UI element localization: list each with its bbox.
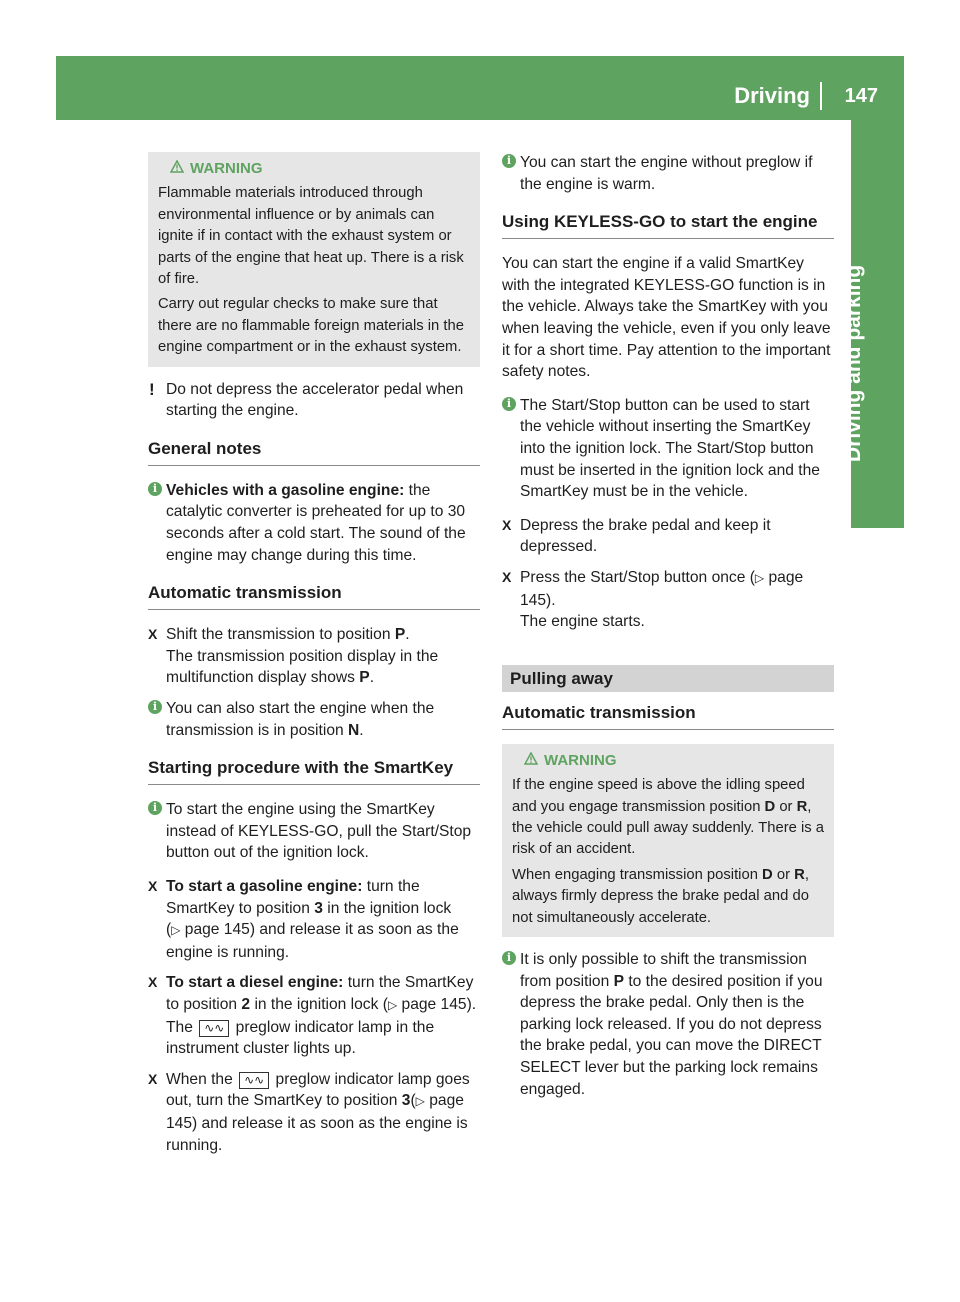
warning-text: If the engine speed is above the idling speed and you engage transmission position D or R, the vehicle could pull away suddenly. There is a risk of an accident. [512, 777, 825, 858]
step-bold: To start a diesel engine: [166, 974, 344, 992]
note-text: The Start/Stop button can be used to start the vehicle without inserting the SmartKey into the ignition lock. The Start/Stop button must be inserted in the ignition lock and the SmartKey must be in the vehicle. [520, 396, 820, 501]
section-heading: General notes [148, 438, 480, 466]
step-result: The transmission position display in the multifunction display shows [166, 647, 439, 687]
step-text: Depress the brake pedal and keep it depressed. [520, 516, 771, 556]
side-tab-label: Driving and parking [842, 264, 865, 462]
section-band: Pulling away [502, 665, 834, 692]
warning-heading [524, 750, 826, 771]
position-value: 2 [241, 995, 251, 1013]
step-arrow-icon: X [148, 1070, 158, 1087]
step-text: in the ignition lock ( [250, 995, 388, 1013]
position-value: 3 [314, 899, 323, 917]
info-icon: i [148, 801, 162, 815]
note-text: It is only possible to shift the transmission from position [520, 950, 807, 990]
step-text: ( [410, 1092, 416, 1110]
warning-title: WARNING [544, 751, 617, 769]
warning-text: Flammable materials introduced through environmental influence or by animals can ignite if in contact with the exhaust system or parts of the engine that heat up. There is a risk of fire. [158, 185, 464, 288]
page-number: 147 [844, 85, 878, 107]
warning-box [502, 744, 834, 937]
note-text: You can start the engine without preglow if the engine is warm. [520, 154, 813, 193]
step-arrow-icon: X [148, 626, 158, 643]
page-reference-arrow-icon: ▷ [171, 923, 181, 938]
step-text: ) and release it as soon as the engine is running. [166, 921, 459, 961]
step-result: The engine starts. [520, 613, 645, 631]
info-icon: i [502, 951, 516, 965]
right-column [502, 152, 834, 1112]
warning-title: WARNING [190, 160, 263, 177]
step-arrow-icon: X [502, 516, 512, 533]
exclamation-icon: ! [149, 379, 155, 399]
step-bold: To start a gasoline engine: [166, 877, 363, 895]
info-icon: i [148, 700, 162, 714]
step-text: Shift the transmission to position [166, 626, 395, 644]
step-arrow-icon: X [502, 568, 512, 585]
step-text: turn the SmartKey to position [166, 974, 474, 1013]
warning-heading [170, 158, 472, 179]
header-bar [56, 56, 904, 120]
caution-note [148, 379, 480, 422]
info-note [502, 152, 834, 195]
info-note: i You can also start the engine when the transmission is in position N. [148, 698, 480, 741]
side-tab-marker [851, 486, 904, 528]
step-result: The [166, 1018, 198, 1036]
info-icon: i [148, 482, 162, 496]
section-heading: Automatic transmission [502, 702, 834, 730]
info-note [502, 949, 834, 1100]
note-text: to the desired position if you depress the brake pedal. Only then is the parking lock released. If you do not depress the brake pedal, you can move the DIRECT SELECT lever but the parking lock remains engaged. [520, 972, 823, 1098]
step-text: turn the SmartKey to position [166, 877, 420, 917]
page-reference[interactable]: page 145 [401, 995, 467, 1013]
warning-triangle-icon [524, 750, 538, 771]
step-item [502, 515, 834, 558]
info-note [502, 395, 834, 503]
note-text: You can also start the engine when the transmission is in position [166, 700, 435, 739]
warning-box [148, 152, 480, 367]
section-heading: Starting procedure with the SmartKey [148, 757, 480, 785]
step-item: X Shift the transmission to position P. The transmission position display in the multifunction display shows P. [148, 626, 439, 687]
preglow-lamp-icon: ∿∿ [199, 1020, 229, 1037]
info-icon: i [502, 397, 516, 411]
page-reference-arrow-icon: ▷ [754, 570, 765, 585]
page-reference[interactable]: page 145 [166, 1092, 464, 1132]
section-heading: Using KEYLESS-GO to start the engine [502, 211, 834, 239]
paragraph: You can start the engine if a valid SmartKey with the integrated KEYLESS-GO function is in the vehicle. Always take the SmartKey with you when leaving the vehicle, even if you only leave it for a short time. Pay attention to the important safety notes. [502, 255, 831, 381]
page-reference[interactable]: page 145 [184, 921, 250, 939]
left-column [148, 152, 480, 1165]
page-reference[interactable]: page 145 [520, 568, 804, 609]
step-item [148, 972, 480, 1059]
step-item [148, 876, 480, 963]
warning-text: Carry out regular checks to make sure that there are no flammable foreign materials in the engine compartment or in the exhaust system. [158, 296, 464, 356]
note-bold: Vehicles with a gasoline engine: [166, 481, 405, 499]
warning-text: When engaging transmission position D or R, always firmly depress the brake pedal and do not simultaneously accelerate. [512, 866, 809, 926]
caution-text: Do not depress the accelerator pedal when starting the engine. [166, 380, 464, 420]
section-heading: Automatic transmission [148, 582, 480, 610]
step-text: in the ignition lock ( [166, 899, 452, 939]
step-text: When the [166, 1070, 238, 1088]
info-icon: i [502, 154, 516, 168]
step-item [502, 567, 834, 633]
page-reference-arrow-icon: ▷ [415, 1094, 425, 1109]
step-text: Press the Start/Stop button once ( [520, 568, 755, 586]
preglow-lamp-icon: ∿∿ [239, 1072, 269, 1089]
step-text: ). [546, 591, 556, 609]
step-arrow-icon: X [148, 877, 158, 894]
step-result: preglow indicator lamp in the instrument cluster lights up. [166, 1018, 435, 1058]
step-text: preglow indicator lamp goes out, turn the SmartKey to position [166, 1070, 470, 1110]
step-text: ). [466, 995, 477, 1013]
position-value: P [359, 669, 370, 687]
warning-triangle-icon [170, 158, 184, 179]
step-text: ) and release it as soon as the engine is running. [166, 1114, 468, 1154]
step-item [148, 1069, 480, 1156]
position-value: N [348, 721, 360, 739]
step-arrow-icon: X [148, 974, 158, 991]
position-value: P [613, 972, 625, 990]
info-note [148, 799, 480, 864]
note-text: To start the engine using the SmartKey instead of KEYLESS-GO, pull the Start/Stop button out of the ignition lock. [166, 801, 472, 862]
section-title: Driving [734, 82, 822, 110]
position-value: 3 [401, 1092, 411, 1110]
page-reference-arrow-icon: ▷ [387, 997, 398, 1012]
note-text: the catalytic converter is preheated for up to 30 seconds after a cold start. The sound of the engine may change during this time. [166, 481, 466, 564]
info-note [148, 480, 480, 566]
position-value: P [394, 626, 406, 644]
